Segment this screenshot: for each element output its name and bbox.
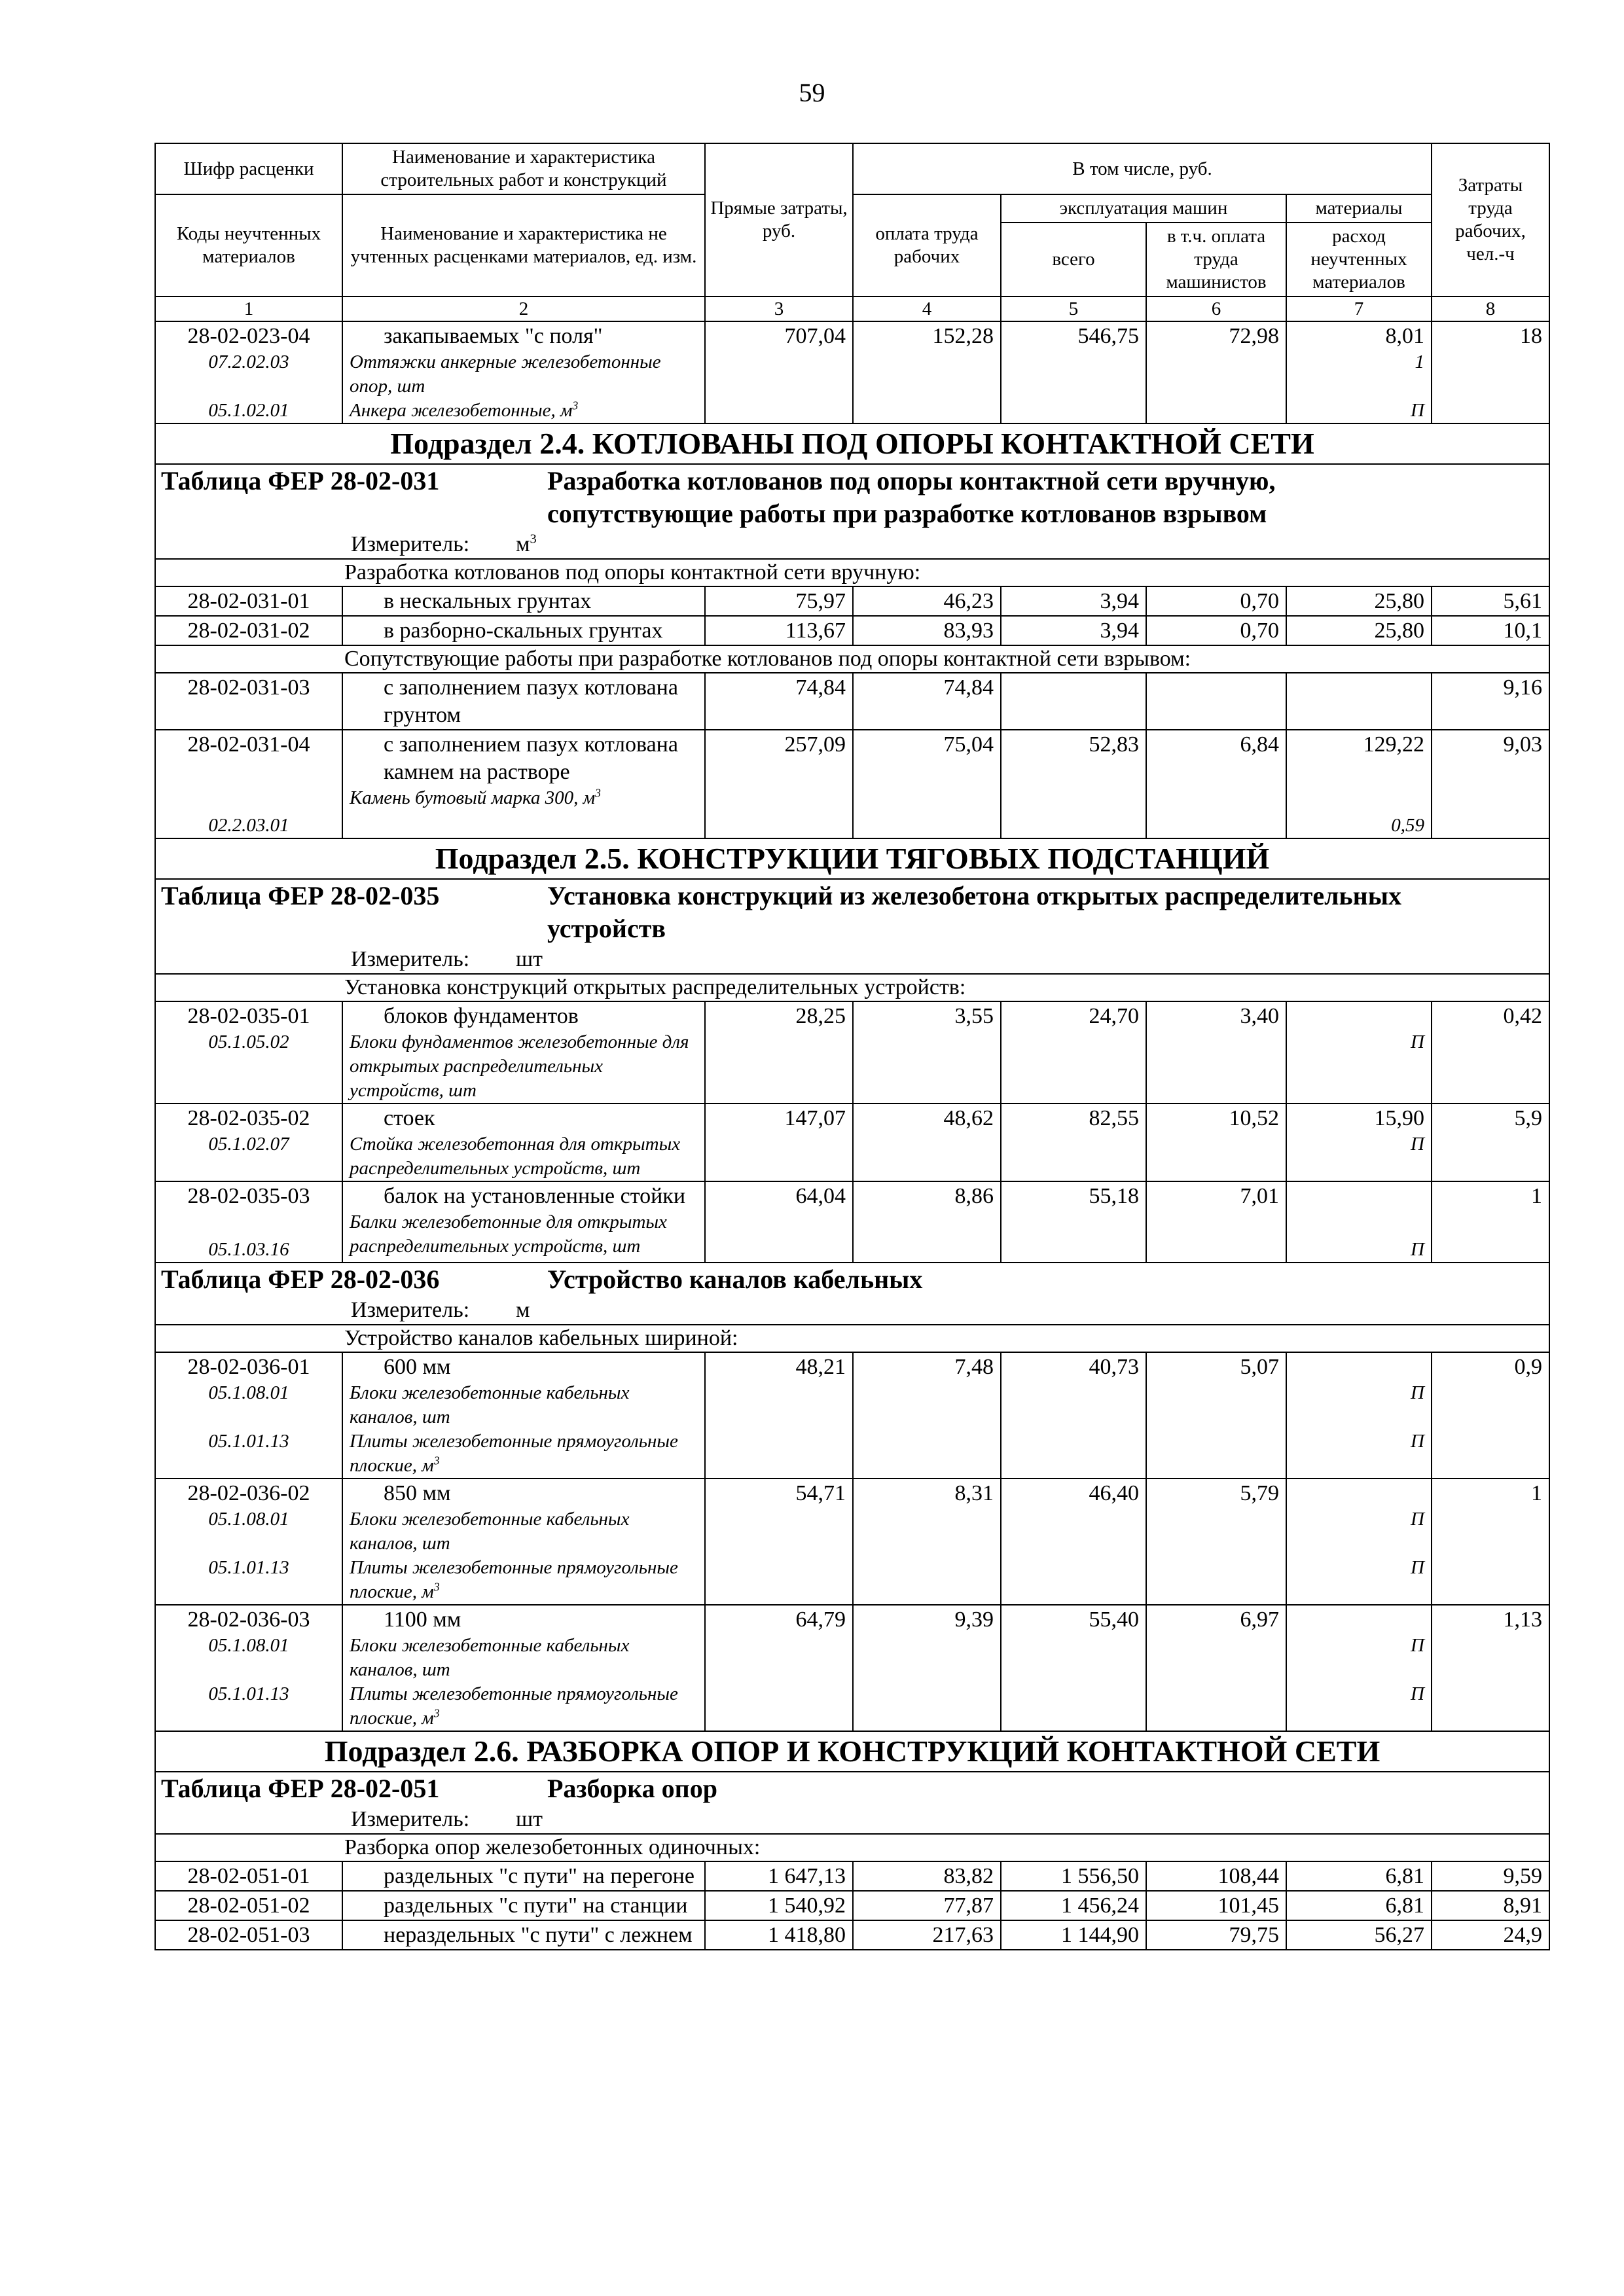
cell-labor-pay: 46,23 bbox=[853, 586, 1001, 616]
row-name: раздельных "с пути" на станции bbox=[384, 1893, 688, 1918]
material-qty: П bbox=[1411, 1509, 1424, 1530]
group-intro: Разборка опор железобетонных одиночных: bbox=[344, 1835, 761, 1859]
material-qty: П bbox=[1411, 1431, 1424, 1452]
measure-label: Измеритель: bbox=[351, 1298, 470, 1322]
row-name: закапываемых "с поля" bbox=[384, 324, 603, 348]
group-intro-row bbox=[155, 559, 1549, 586]
cell-machines: 55,40 bbox=[1001, 1605, 1146, 1731]
measure-row: Измеритель: $м^3$ bbox=[155, 530, 1549, 559]
cell-direct: 1 540,92 bbox=[705, 1891, 853, 1920]
cell-labor-hours: 8,91 bbox=[1432, 1891, 1549, 1920]
row-name: в разборно-скальных грунтах bbox=[384, 619, 663, 643]
material-name: Оттяжки анкерные железобетонные опор, шт bbox=[350, 351, 661, 397]
header-name: Наименование и характеристика строительных работ и конструкций bbox=[342, 143, 705, 194]
page-number: 59 bbox=[799, 78, 825, 107]
col-number: 7 bbox=[1286, 296, 1432, 321]
cell-machines: 40,73 bbox=[1001, 1352, 1146, 1479]
material-code: 05.1.05.02 bbox=[208, 1031, 289, 1052]
section-heading bbox=[155, 423, 1549, 464]
cell-materials: 15,90 bbox=[1374, 1106, 1424, 1130]
table-row bbox=[155, 1479, 1549, 1605]
header-materials: материалы bbox=[1286, 194, 1432, 223]
table-title-row bbox=[155, 879, 1549, 945]
row-name: 1100 мм bbox=[384, 1607, 461, 1632]
group-intro-row bbox=[155, 1325, 1549, 1352]
cell-labor-pay: 7,48 bbox=[853, 1352, 1001, 1479]
cell-machines: 52,83 bbox=[1001, 730, 1146, 838]
material-code: 05.1.02.01 bbox=[208, 400, 289, 421]
material-qty: П bbox=[1411, 1031, 1424, 1052]
measure-row bbox=[155, 1805, 1549, 1834]
row-code: 28-02-035-03 bbox=[187, 1184, 310, 1208]
material-code: 07.2.02.03 bbox=[208, 351, 289, 372]
row-code: 28-02-035-01 bbox=[187, 1004, 310, 1028]
row-code: 28-02-023-04 bbox=[187, 324, 310, 348]
cell-labor-hours: 1,13 bbox=[1432, 1605, 1549, 1731]
table-row bbox=[155, 586, 1549, 616]
material-qty: П bbox=[1411, 1635, 1424, 1656]
cell-materials: 56,27 bbox=[1286, 1920, 1432, 1950]
cell-labor-pay: 77,87 bbox=[853, 1891, 1001, 1920]
material-qty: 0,59 bbox=[1391, 815, 1424, 836]
cell-operators: 101,45 bbox=[1146, 1891, 1286, 1920]
table-title-row bbox=[155, 1263, 1549, 1296]
cell-machines: 46,40 bbox=[1001, 1479, 1146, 1605]
cell-machines: 55,18 bbox=[1001, 1181, 1146, 1263]
material-name: Балки железобетонные для открытых распределительных устройств, шт bbox=[350, 1211, 667, 1257]
cell-labor-hours: 5,61 bbox=[1432, 586, 1549, 616]
material-qty: П bbox=[1411, 400, 1424, 421]
cell-machines bbox=[1001, 673, 1146, 730]
cell-labor-hours: 24,9 bbox=[1432, 1920, 1549, 1950]
cell-operators: 10,52 bbox=[1146, 1103, 1286, 1181]
cell-direct: 1 418,80 bbox=[705, 1920, 853, 1950]
row-name: в нескальных грунтах bbox=[384, 589, 592, 613]
material-code: 05.1.02.07 bbox=[208, 1134, 289, 1155]
material-qty: П bbox=[1411, 1239, 1424, 1260]
cell-direct: 28,25 bbox=[705, 1001, 853, 1103]
material-name: Стойка железобетонная для открытых распределительных устройств, шт bbox=[350, 1134, 681, 1179]
material-code: 05.1.01.13 bbox=[208, 1683, 289, 1704]
material-qty: 1 bbox=[1415, 351, 1424, 372]
cell-operators: 3,40 bbox=[1146, 1001, 1286, 1103]
cell-machines: 1 456,24 bbox=[1001, 1891, 1146, 1920]
table-row bbox=[155, 616, 1549, 645]
cell-labor-hours: 10,1 bbox=[1432, 616, 1549, 645]
table-number: Таблица ФЕР 28-02-031 bbox=[161, 466, 440, 495]
header-machines: эксплуатация машин bbox=[1001, 194, 1286, 223]
col-number: 4 bbox=[853, 296, 1001, 321]
row-code: 28-02-031-02 bbox=[155, 616, 342, 645]
cell-labor-pay: 83,93 bbox=[853, 616, 1001, 645]
cell-labor-pay: 152,28 bbox=[853, 321, 1001, 423]
measure-label: Измеритель: bbox=[351, 532, 470, 556]
cell-materials: 6,81 bbox=[1286, 1891, 1432, 1920]
section-heading bbox=[155, 1731, 1549, 1772]
table-row bbox=[155, 1181, 1549, 1263]
material-code: 05.1.08.01 bbox=[208, 1635, 289, 1656]
table-row bbox=[155, 1861, 1549, 1891]
measure-row bbox=[155, 1296, 1549, 1325]
table-name: Разработка котлованов под опоры контактной сети вручную, сопутствующие работы при разработке котлованов взрывом bbox=[547, 466, 1276, 528]
table-name: Устройство каналов кабельных bbox=[547, 1265, 923, 1294]
row-name: с заполнением пазух котлована грунтом bbox=[384, 675, 678, 727]
col-number: 2 bbox=[342, 296, 705, 321]
cell-machines: 3,94 bbox=[1001, 616, 1146, 645]
cell-labor-hours: 0,9 bbox=[1432, 1352, 1549, 1479]
measure-row bbox=[155, 945, 1549, 974]
row-code: 28-02-036-01 bbox=[187, 1355, 310, 1379]
row-name: 850 мм bbox=[384, 1481, 451, 1505]
header-material-codes: Коды неучтенных материалов bbox=[155, 194, 342, 296]
measure-unit: шт bbox=[516, 1807, 543, 1831]
group-intro: Сопутствующие работы при разработке котлованов под опоры контактной сети взрывом: bbox=[344, 647, 1191, 671]
measure-unit: шт bbox=[516, 947, 543, 971]
header-labor-pay: оплата труда рабочих bbox=[853, 194, 1001, 296]
row-code: 28-02-051-03 bbox=[155, 1920, 342, 1950]
cell-operators: 5,79 bbox=[1146, 1479, 1286, 1605]
cell-labor-hours: 1 bbox=[1432, 1479, 1549, 1605]
table-row bbox=[155, 1891, 1549, 1920]
material-code: 05.1.08.01 bbox=[208, 1509, 289, 1530]
material-code: 05.1.03.16 bbox=[208, 1239, 289, 1260]
cell-machines: 1 144,90 bbox=[1001, 1920, 1146, 1950]
header-machines-operators: в т.ч. оплата труда машинистов bbox=[1146, 223, 1286, 296]
material-qty: П bbox=[1411, 1557, 1424, 1578]
material-name: Плиты железобетонные прямоугольные плоские, $м^3$ bbox=[350, 1683, 678, 1729]
cell-labor-pay: 8,86 bbox=[853, 1181, 1001, 1263]
cell-direct: 1 647,13 bbox=[705, 1861, 853, 1891]
material-code: 02.2.03.01 bbox=[208, 815, 289, 836]
table-row bbox=[155, 1920, 1549, 1950]
cell-labor-pay: 217,63 bbox=[853, 1920, 1001, 1950]
header-labor-costs: Затраты труда рабочих, чел.-ч bbox=[1432, 143, 1549, 296]
cell-machines: 3,94 bbox=[1001, 586, 1146, 616]
header-including: В том числе, руб. bbox=[853, 143, 1432, 194]
cell-operators: 7,01 bbox=[1146, 1181, 1286, 1263]
material-qty: П bbox=[1411, 1382, 1424, 1403]
cell-materials: 25,80 bbox=[1286, 586, 1432, 616]
row-name: блоков фундаментов bbox=[384, 1004, 579, 1028]
row-code: 28-02-036-02 bbox=[187, 1481, 310, 1505]
table-number: Таблица ФЕР 28-02-035 bbox=[161, 881, 440, 910]
measure-unit: м bbox=[516, 532, 530, 556]
table-title-row bbox=[155, 464, 1549, 530]
row-code: 28-02-035-02 bbox=[187, 1106, 310, 1130]
cell-labor-hours: 9,16 bbox=[1432, 673, 1549, 730]
table-row bbox=[155, 730, 1549, 838]
material-code: 05.1.08.01 bbox=[208, 1382, 289, 1403]
cell-materials: 25,80 bbox=[1286, 616, 1432, 645]
cell-direct: 257,09 bbox=[705, 730, 853, 838]
material-name: Камень бутовый марка 300, $м^3$ bbox=[350, 786, 601, 808]
row-name: стоек bbox=[384, 1106, 435, 1130]
row-name: с заполнением пазух котлована камнем на растворе bbox=[384, 732, 678, 784]
cell-direct: 48,21 bbox=[705, 1352, 853, 1479]
cell-direct: 74,84 bbox=[705, 673, 853, 730]
section-title: Подраздел 2.4. КОТЛОВАНЫ ПОД ОПОРЫ КОНТАКТНОЙ СЕТИ bbox=[155, 423, 1549, 464]
group-intro-row bbox=[155, 974, 1549, 1001]
row-code: 28-02-031-03 bbox=[155, 673, 342, 730]
cell-materials: 6,81 bbox=[1286, 1861, 1432, 1891]
col-number: 6 bbox=[1146, 296, 1286, 321]
cell-direct: 707,04 bbox=[705, 321, 853, 423]
table-row bbox=[155, 1001, 1549, 1103]
cell-labor-hours: 9,03 bbox=[1432, 730, 1549, 838]
cell-labor-hours: 0,42 bbox=[1432, 1001, 1549, 1103]
material-name: Блоки железобетонные кабельных каналов, шт bbox=[350, 1509, 630, 1554]
row-name: раздельных "с пути" на перегоне bbox=[384, 1864, 695, 1888]
header-row-1 bbox=[155, 143, 1549, 194]
cell-labor-pay: 83,82 bbox=[853, 1861, 1001, 1891]
row-code: 28-02-031-04 bbox=[187, 732, 310, 757]
cell-machines: 24,70 bbox=[1001, 1001, 1146, 1103]
cell-labor-hours: 18 bbox=[1432, 321, 1549, 423]
table-row bbox=[155, 321, 1549, 423]
table-row bbox=[155, 1103, 1549, 1181]
col-number: 3 bbox=[705, 296, 853, 321]
cell-direct: 64,79 bbox=[705, 1605, 853, 1731]
header-machines-total: всего bbox=[1001, 223, 1146, 296]
cell-labor-pay: 3,55 bbox=[853, 1001, 1001, 1103]
cell-machines: 82,55 bbox=[1001, 1103, 1146, 1181]
col-number: 8 bbox=[1432, 296, 1549, 321]
material-qty: П bbox=[1411, 1134, 1424, 1155]
measure-unit: м bbox=[516, 1298, 530, 1322]
cell-labor-pay: 9,39 bbox=[853, 1605, 1001, 1731]
row-code: 28-02-051-02 bbox=[155, 1891, 342, 1920]
material-name: Блоки железобетонные кабельных каналов, шт bbox=[350, 1382, 630, 1427]
group-intro-row bbox=[155, 645, 1549, 673]
cell-operators: 72,98 bbox=[1146, 321, 1286, 423]
cell-operators: 6,97 bbox=[1146, 1605, 1286, 1731]
col-number: 5 bbox=[1001, 296, 1146, 321]
row-code: 28-02-031-01 bbox=[155, 586, 342, 616]
row-name: 600 мм bbox=[384, 1355, 451, 1379]
cell-operators: 6,84 bbox=[1146, 730, 1286, 838]
cell-operators: 79,75 bbox=[1146, 1920, 1286, 1950]
header-material-names: Наименование и характеристика не учтенных расценками материалов, ед. изм. bbox=[342, 194, 705, 296]
header-code: Шифр расценки bbox=[155, 143, 342, 194]
table-name: Разборка опор bbox=[547, 1774, 717, 1803]
section-title: Подраздел 2.6. РАЗБОРКА ОПОР И КОНСТРУКЦИЙ КОНТАКТНОЙ СЕТИ bbox=[155, 1731, 1549, 1772]
column-numbers-row bbox=[155, 296, 1549, 321]
measure-label: Измеритель: bbox=[351, 947, 470, 971]
cell-operators: 5,07 bbox=[1146, 1352, 1286, 1479]
measure-label: Измеритель: bbox=[351, 1807, 470, 1831]
cell-operators: 0,70 bbox=[1146, 616, 1286, 645]
table-number: Таблица ФЕР 28-02-051 bbox=[161, 1774, 440, 1803]
material-name: Плиты железобетонные прямоугольные плоские, $м^3$ bbox=[350, 1431, 678, 1476]
group-intro: Разработка котлованов под опоры контактной сети вручную: bbox=[344, 560, 921, 584]
cell-labor-pay: 75,04 bbox=[853, 730, 1001, 838]
material-qty: П bbox=[1411, 1683, 1424, 1704]
cell-labor-pay: 48,62 bbox=[853, 1103, 1001, 1181]
row-code: 28-02-036-03 bbox=[187, 1607, 310, 1632]
header-materials-sub: расход неучтенных материалов bbox=[1286, 223, 1432, 296]
row-name: балок на установленные стойки bbox=[384, 1184, 686, 1208]
header-direct-costs: Прямые затраты, руб. bbox=[705, 143, 853, 296]
material-name: Плиты железобетонные прямоугольные плоские, $м^3$ bbox=[350, 1557, 678, 1602]
table-row bbox=[155, 1605, 1549, 1731]
material-name: Анкера железобетонные, $м^3$ bbox=[350, 399, 579, 421]
material-name: Блоки фундаментов железобетонные для открытых распределительных устройств, шт bbox=[350, 1031, 689, 1101]
cell-machines: 1 556,50 bbox=[1001, 1861, 1146, 1891]
cell-operators bbox=[1146, 673, 1286, 730]
table-name: Установка конструкций из железобетона открытых распределительных устройств bbox=[547, 881, 1401, 943]
group-intro-row bbox=[155, 1834, 1549, 1861]
cell-operators: 108,44 bbox=[1146, 1861, 1286, 1891]
cell-machines: 546,75 bbox=[1001, 321, 1146, 423]
row-name: нераздельных "с пути" с лежнем bbox=[384, 1923, 693, 1947]
cell-direct: 54,71 bbox=[705, 1479, 853, 1605]
cell-direct: 64,04 bbox=[705, 1181, 853, 1263]
material-name: Блоки железобетонные кабельных каналов, шт bbox=[350, 1635, 630, 1680]
cell-labor-hours: 5,9 bbox=[1432, 1103, 1549, 1181]
cell-materials: 8,01 bbox=[1385, 324, 1424, 348]
col-number: 1 bbox=[155, 296, 342, 321]
cell-materials bbox=[1286, 673, 1432, 730]
group-intro: Установка конструкций открытых распределительных устройств: bbox=[344, 975, 966, 999]
table-number: Таблица ФЕР 28-02-036 bbox=[161, 1265, 440, 1294]
cell-direct: 113,67 bbox=[705, 616, 853, 645]
section-heading bbox=[155, 838, 1549, 879]
group-intro: Устройство каналов кабельных шириной: bbox=[344, 1326, 738, 1350]
cell-direct: 147,07 bbox=[705, 1103, 853, 1181]
table-row bbox=[155, 673, 1549, 730]
cell-direct: 75,97 bbox=[705, 586, 853, 616]
cell-operators: 0,70 bbox=[1146, 586, 1286, 616]
price-table bbox=[154, 143, 1550, 1950]
cell-labor-hours: 1 bbox=[1432, 1181, 1549, 1263]
section-title: Подраздел 2.5. КОНСТРУКЦИИ ТЯГОВЫХ ПОДСТАНЦИЙ bbox=[155, 838, 1549, 879]
cell-materials: 129,22 bbox=[1363, 732, 1424, 757]
material-code: 05.1.01.13 bbox=[208, 1431, 289, 1452]
material-code: 05.1.01.13 bbox=[208, 1557, 289, 1578]
table-title-row bbox=[155, 1772, 1549, 1805]
table-row bbox=[155, 1352, 1549, 1479]
cell-labor-hours: 9,59 bbox=[1432, 1861, 1549, 1891]
cell-labor-pay: 8,31 bbox=[853, 1479, 1001, 1605]
cell-labor-pay: 74,84 bbox=[853, 673, 1001, 730]
row-code: 28-02-051-01 bbox=[155, 1861, 342, 1891]
